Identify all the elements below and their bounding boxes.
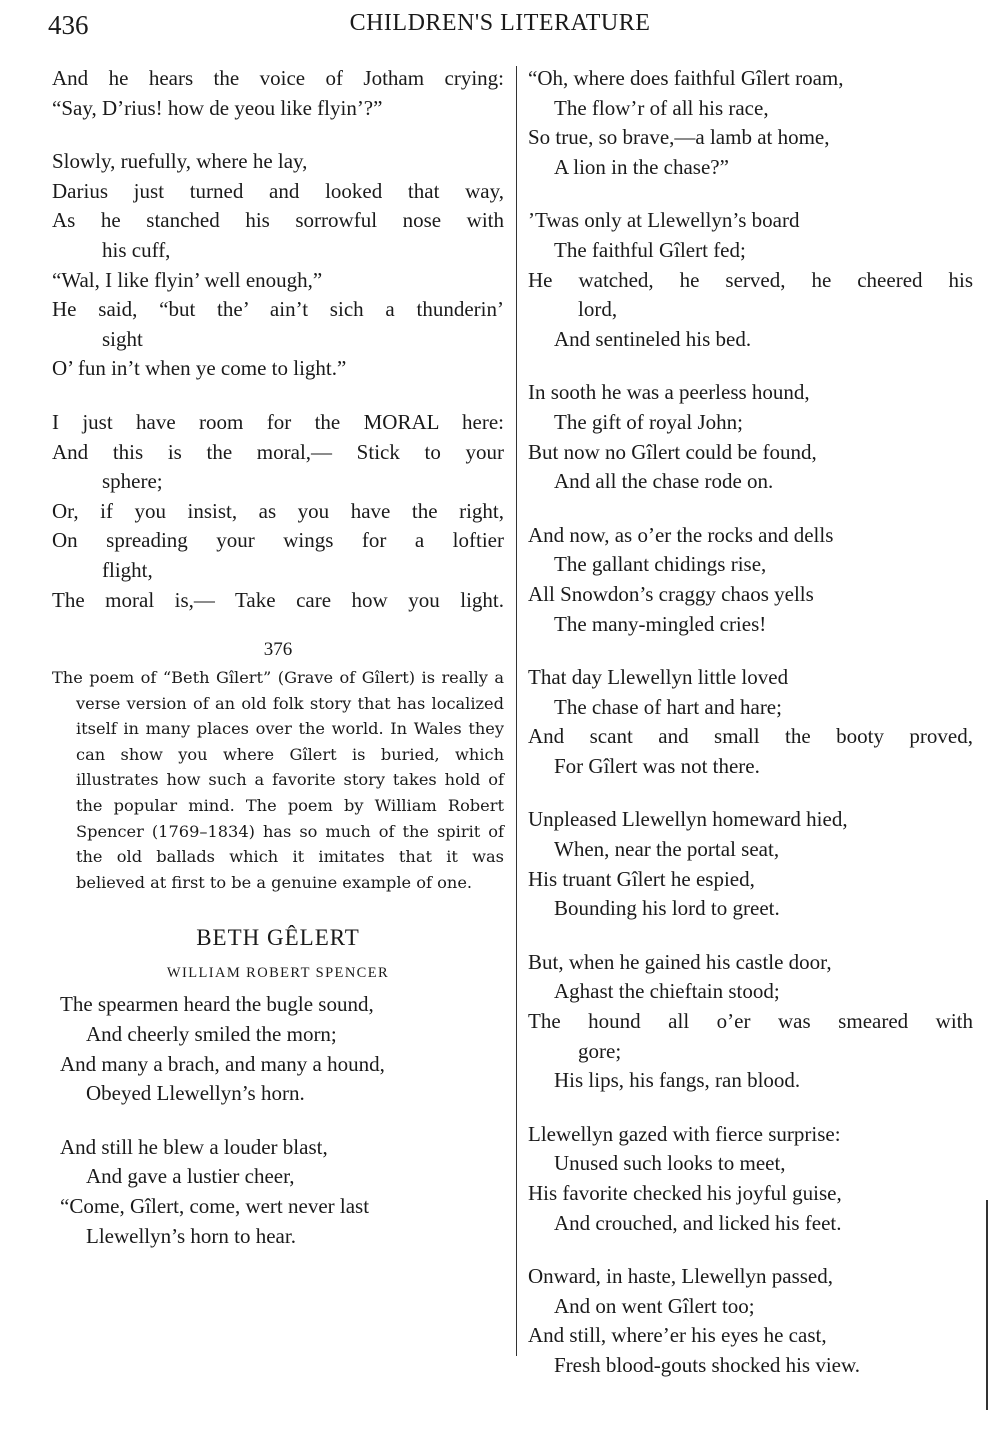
stanza xyxy=(528,1262,973,1380)
poem-author: WILLIAM ROBERT SPENCER xyxy=(166,965,390,982)
stanza xyxy=(528,948,973,1096)
verse-line: And sentineled his bed. xyxy=(554,326,752,351)
column-divider xyxy=(516,66,517,1356)
verse-line: Unused such looks to meet, xyxy=(554,1151,786,1176)
verse-line: The flow’r of all his race, xyxy=(554,95,769,120)
verse-line: In sooth he was a peerless hound, xyxy=(528,380,810,405)
stanza xyxy=(52,64,504,123)
verse-line: He watched, he served, he cheered his xyxy=(528,267,973,292)
verse-line: So true, so brave,—a lamb at home, xyxy=(528,125,830,150)
verse-line: When, near the portal seat, xyxy=(554,837,780,862)
verse-line: And on went Gîlert too; xyxy=(554,1293,755,1318)
verse-line: For Gîlert was not there. xyxy=(554,753,760,778)
verse-line: Onward, in haste, Llewellyn passed, xyxy=(528,1264,834,1289)
verse-line: O’ fun in’t when ye come to light.” xyxy=(52,356,347,381)
verse-line: And crouched, and licked his feet. xyxy=(554,1210,842,1235)
verse-line: And this is the moral,— Stick to your xyxy=(52,439,504,464)
verse-line: His truant Gîlert he espied, xyxy=(528,866,755,891)
verse-line: “Say, D’rius! how de yeou like flyin’?” xyxy=(52,95,383,120)
stanza xyxy=(528,378,973,496)
verse-line: That day Llewellyn little loved xyxy=(528,665,789,690)
verse-line: The spearmen heard the bugle sound, xyxy=(60,992,374,1017)
poem-title: BETH GÊLERT xyxy=(196,925,360,951)
verse-line: ’Twas only at Llewellyn’s board xyxy=(528,208,800,233)
page-edge-mark xyxy=(986,1200,988,1410)
stanza xyxy=(528,663,973,781)
right-stanzas xyxy=(528,64,973,1381)
stanza xyxy=(528,521,973,639)
verse-line: He said, “but the’ ain’t sich a thunderin’ xyxy=(52,297,504,322)
verse-line: On spreading your wings for a loftier xyxy=(52,528,504,553)
stanza xyxy=(528,1120,973,1238)
verse-line: Unpleased Llewellyn homeward hied, xyxy=(528,807,848,832)
verse-line: And still, where’er his eyes he cast, xyxy=(528,1323,827,1348)
verse-line: The hound all o’er was smeared with xyxy=(528,1009,973,1034)
page-header xyxy=(0,0,1000,60)
verse-line: Bounding his lord to greet. xyxy=(554,896,780,921)
stanza xyxy=(60,1133,504,1251)
verse-line: And many a brach, and many a hound, xyxy=(60,1051,385,1076)
running-title: CHILDREN'S LITERATURE xyxy=(349,10,651,36)
verse-line: Fresh blood-gouts shocked his view. xyxy=(554,1352,861,1377)
verse-line: Llewellyn’s horn to hear. xyxy=(86,1223,296,1248)
verse-line: sphere; xyxy=(102,469,163,494)
stanza xyxy=(52,147,504,384)
verse-line: And all the chase rode on. xyxy=(554,469,774,494)
verse-line: His lips, his fangs, ran blood. xyxy=(554,1068,801,1093)
verse-line: gore; xyxy=(578,1038,622,1063)
stanza xyxy=(528,64,973,182)
verse-line: A lion in the chase?” xyxy=(554,154,729,179)
verse-line: All Snowdon’s craggy chaos yells xyxy=(528,581,814,606)
left-stanzas xyxy=(52,64,504,615)
verse-line: And now, as o’er the rocks and dells xyxy=(528,522,834,547)
verse-line: And scant and small the booty proved, xyxy=(528,724,973,749)
stanza xyxy=(528,206,973,354)
verse-line: lord, xyxy=(578,297,618,322)
verse-line: Llewellyn gazed with fierce surprise: xyxy=(528,1121,841,1146)
verse-line: The faithful Gîlert fed; xyxy=(554,237,746,262)
page-number: 436 xyxy=(48,10,89,40)
verse-line: The chase of hart and hare; xyxy=(554,694,782,719)
verse-line: “Come, Gîlert, come, wert never last xyxy=(60,1194,370,1218)
verse-line: But now no Gîlert could be found, xyxy=(528,439,817,464)
verse-line: His favorite checked his joyful guise, xyxy=(528,1181,842,1205)
verse-line: sight xyxy=(102,326,143,351)
verse-line: Or, if you insist, as you have the right, xyxy=(52,498,504,523)
verse-line: “Wal, I like flyin’ well enough,” xyxy=(52,267,323,292)
right-column xyxy=(528,64,973,1405)
stanza xyxy=(60,990,504,1108)
verse-line: Aghast the chieftain stood; xyxy=(554,979,780,1004)
verse-line: I just have room for the MORAL here: xyxy=(52,409,504,434)
verse-line: flight, xyxy=(102,557,153,582)
verse-line: And still he blew a louder blast, xyxy=(60,1134,328,1159)
verse-line: And he hears the voice of Jotham crying: xyxy=(52,66,504,90)
verse-line: his cuff, xyxy=(102,237,171,262)
verse-line: “Oh, where does faithful Gîlert roam, xyxy=(528,66,844,90)
verse-line: Darius just turned and looked that way, xyxy=(52,178,504,203)
verse-line: As he stanched his sorrowful nose with xyxy=(52,208,504,233)
verse-line: The gallant chidings rise, xyxy=(554,552,767,577)
poem-stanzas xyxy=(52,990,504,1251)
verse-line: Slowly, ruefully, where he lay, xyxy=(52,149,308,174)
left-column xyxy=(52,64,504,1275)
stanza xyxy=(528,805,973,923)
verse-line: The many-mingled cries! xyxy=(554,611,767,636)
verse-line: The gift of royal John; xyxy=(554,409,743,434)
verse-line: And cheerly smiled the morn; xyxy=(86,1022,337,1047)
editorial-note: The poem of “Beth Gîlert” (Grave of Gîlert) is really a verse version of an old folk story that has localized itself in many places over the world. In Wales they can show you where Gîlert is buried, which illustrates how such a favorite story takes hold of the popular mind. The poem by William Robert Spencer (1769–1834) has so much of the spirit of the old ballads which it imitates that it was believed at first to be a genuine example of one. xyxy=(52,668,504,892)
verse-line: Obeyed Llewellyn’s horn. xyxy=(86,1081,305,1106)
note-number: 376 xyxy=(263,639,293,661)
verse-line: The moral is,— Take care how you light. xyxy=(52,587,504,612)
verse-line: But, when he gained his castle door, xyxy=(528,949,832,974)
stanza xyxy=(52,408,504,615)
verse-line: And gave a lustier cheer, xyxy=(86,1164,295,1189)
